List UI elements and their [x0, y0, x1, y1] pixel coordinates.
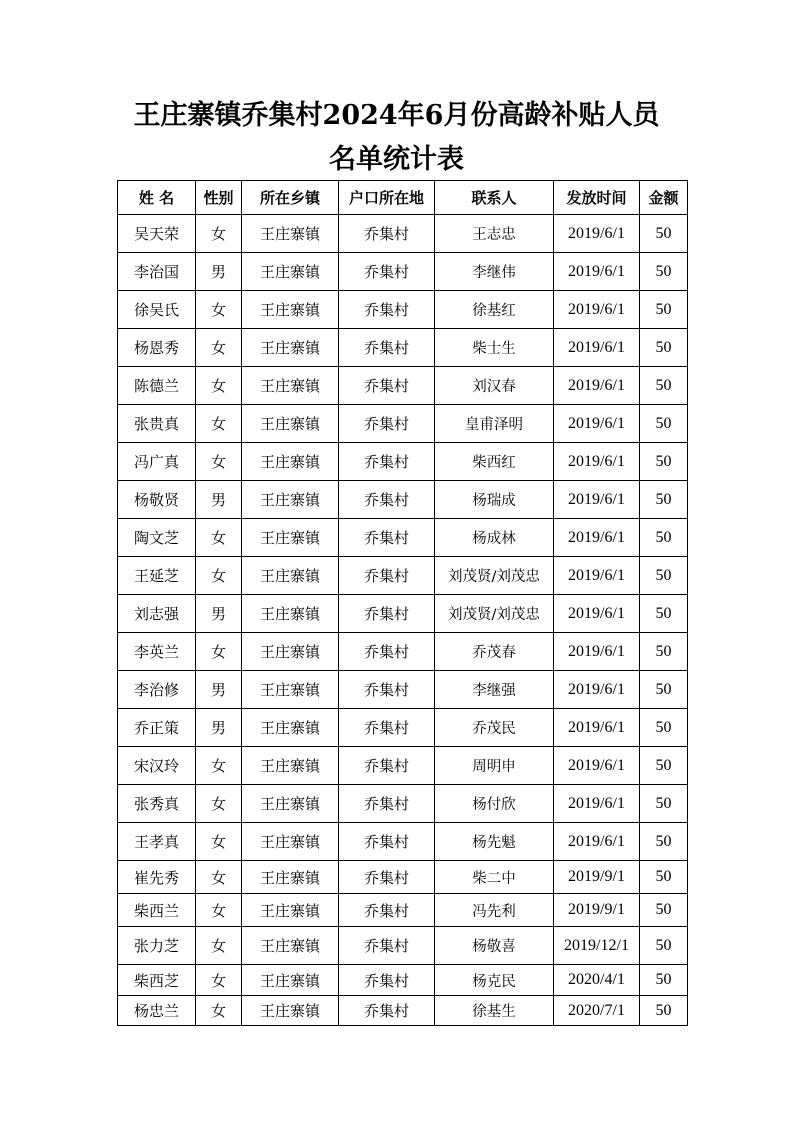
cell-township: 王庄寨镇: [242, 747, 339, 785]
table-row: [118, 861, 688, 894]
cell-issue-date: 2019/6/1: [554, 481, 640, 519]
cell-township: 王庄寨镇: [242, 894, 339, 927]
cell-name: 刘志强: [118, 595, 196, 633]
cell-household: 乔集村: [339, 443, 435, 481]
cell-amount: 50: [640, 367, 688, 405]
cell-township: 王庄寨镇: [242, 785, 339, 823]
table-row: [118, 671, 688, 709]
table-row: [118, 481, 688, 519]
table-row: [118, 894, 688, 927]
cell-issue-date: 2020/4/1: [554, 965, 640, 996]
header-gender: 性别: [196, 181, 242, 215]
cell-issue-date: 2019/9/1: [554, 861, 640, 894]
cell-gender: 女: [196, 405, 242, 443]
cell-amount: 50: [640, 861, 688, 894]
cell-issue-date: 2019/6/1: [554, 253, 640, 291]
cell-amount: 50: [640, 965, 688, 996]
cell-name: 崔先秀: [118, 861, 196, 894]
cell-household: 乔集村: [339, 253, 435, 291]
cell-issue-date: 2019/6/1: [554, 633, 640, 671]
table-row: [118, 519, 688, 557]
cell-household: 乔集村: [339, 996, 435, 1026]
cell-gender: 女: [196, 633, 242, 671]
cell-amount: 50: [640, 894, 688, 927]
cell-name: 杨敬贤: [118, 481, 196, 519]
cell-name: 李英兰: [118, 633, 196, 671]
page-title: 王庄寨镇乔集村2024年6月份高龄补贴人员: [133, 100, 660, 131]
cell-contact: 杨付欣: [435, 785, 554, 823]
cell-township: 王庄寨镇: [242, 557, 339, 595]
cell-gender: 女: [196, 215, 242, 253]
cell-gender: 女: [196, 557, 242, 595]
cell-township: 王庄寨镇: [242, 329, 339, 367]
cell-name: 陈德兰: [118, 367, 196, 405]
cell-name: 杨恩秀: [118, 329, 196, 367]
cell-issue-date: 2019/6/1: [554, 367, 640, 405]
cell-name: 张贵真: [118, 405, 196, 443]
cell-issue-date: 2019/6/1: [554, 519, 640, 557]
cell-name: 冯广真: [118, 443, 196, 481]
cell-township: 王庄寨镇: [242, 367, 339, 405]
cell-issue-date: 2019/6/1: [554, 709, 640, 747]
table-row: [118, 996, 688, 1026]
table-row: [118, 927, 688, 965]
table-header-row: [118, 181, 688, 215]
cell-contact: 杨克民: [435, 965, 554, 996]
cell-amount: 50: [640, 785, 688, 823]
cell-issue-date: 2019/6/1: [554, 329, 640, 367]
cell-amount: 50: [640, 595, 688, 633]
cell-issue-date: 2019/6/1: [554, 595, 640, 633]
table-row: [118, 329, 688, 367]
cell-township: 王庄寨镇: [242, 291, 339, 329]
cell-issue-date: 2019/6/1: [554, 557, 640, 595]
page-subtitle: 名单统计表: [329, 144, 464, 175]
table-row: [118, 633, 688, 671]
cell-contact: 乔茂春: [435, 633, 554, 671]
cell-issue-date: 2019/6/1: [554, 405, 640, 443]
cell-name: 吴天荣: [118, 215, 196, 253]
header-township: 所在乡镇: [242, 181, 339, 215]
cell-gender: 女: [196, 519, 242, 557]
header-contact: 联系人: [435, 181, 554, 215]
cell-name: 陶文芝: [118, 519, 196, 557]
cell-household: 乔集村: [339, 633, 435, 671]
cell-household: 乔集村: [339, 519, 435, 557]
cell-name: 王孝真: [118, 823, 196, 861]
cell-gender: 女: [196, 823, 242, 861]
cell-amount: 50: [640, 823, 688, 861]
cell-amount: 50: [640, 709, 688, 747]
cell-gender: 男: [196, 253, 242, 291]
cell-issue-date: 2019/12/1: [554, 927, 640, 965]
cell-contact: 乔茂民: [435, 709, 554, 747]
cell-name: 柴西兰: [118, 894, 196, 927]
table-row: [118, 215, 688, 253]
cell-amount: 50: [640, 215, 688, 253]
cell-issue-date: 2020/7/1: [554, 996, 640, 1026]
cell-contact: 杨瑞成: [435, 481, 554, 519]
table-row: [118, 291, 688, 329]
cell-amount: 50: [640, 633, 688, 671]
cell-issue-date: 2019/6/1: [554, 747, 640, 785]
table-row: [118, 443, 688, 481]
cell-name: 徐吴氏: [118, 291, 196, 329]
cell-contact: 刘茂贤/刘茂忠: [435, 595, 554, 633]
table-row: [118, 823, 688, 861]
cell-contact: 刘汉春: [435, 367, 554, 405]
cell-contact: 皇甫泽明: [435, 405, 554, 443]
cell-township: 王庄寨镇: [242, 215, 339, 253]
cell-household: 乔集村: [339, 965, 435, 996]
cell-name: 柴西芝: [118, 965, 196, 996]
cell-issue-date: 2019/6/1: [554, 443, 640, 481]
cell-contact: 杨先魁: [435, 823, 554, 861]
table-row: [118, 785, 688, 823]
cell-township: 王庄寨镇: [242, 965, 339, 996]
table-row: [118, 367, 688, 405]
cell-issue-date: 2019/6/1: [554, 291, 640, 329]
cell-gender: 女: [196, 747, 242, 785]
cell-township: 王庄寨镇: [242, 633, 339, 671]
cell-township: 王庄寨镇: [242, 709, 339, 747]
cell-household: 乔集村: [339, 557, 435, 595]
cell-household: 乔集村: [339, 481, 435, 519]
cell-name: 宋汉玲: [118, 747, 196, 785]
cell-gender: 女: [196, 329, 242, 367]
cell-amount: 50: [640, 329, 688, 367]
cell-amount: 50: [640, 405, 688, 443]
cell-gender: 女: [196, 367, 242, 405]
cell-gender: 女: [196, 861, 242, 894]
cell-township: 王庄寨镇: [242, 405, 339, 443]
cell-contact: 柴二中: [435, 861, 554, 894]
cell-amount: 50: [640, 253, 688, 291]
table-row: [118, 595, 688, 633]
cell-name: 张力芝: [118, 927, 196, 965]
subsidy-roster-table: [117, 180, 688, 1026]
cell-amount: 50: [640, 481, 688, 519]
cell-amount: 50: [640, 747, 688, 785]
cell-amount: 50: [640, 927, 688, 965]
cell-contact: 周明申: [435, 747, 554, 785]
cell-issue-date: 2019/6/1: [554, 671, 640, 709]
cell-household: 乔集村: [339, 894, 435, 927]
cell-township: 王庄寨镇: [242, 481, 339, 519]
header-name: 姓 名: [118, 181, 196, 215]
cell-contact: 李继伟: [435, 253, 554, 291]
cell-amount: 50: [640, 519, 688, 557]
cell-contact: 王志忠: [435, 215, 554, 253]
cell-township: 王庄寨镇: [242, 861, 339, 894]
cell-contact: 徐基生: [435, 996, 554, 1026]
cell-household: 乔集村: [339, 329, 435, 367]
cell-issue-date: 2019/6/1: [554, 785, 640, 823]
cell-household: 乔集村: [339, 927, 435, 965]
cell-township: 王庄寨镇: [242, 671, 339, 709]
cell-name: 李治修: [118, 671, 196, 709]
cell-township: 王庄寨镇: [242, 595, 339, 633]
cell-name: 杨忠兰: [118, 996, 196, 1026]
cell-gender: 女: [196, 927, 242, 965]
cell-amount: 50: [640, 996, 688, 1026]
cell-township: 王庄寨镇: [242, 519, 339, 557]
cell-name: 张秀真: [118, 785, 196, 823]
cell-name: 王延芝: [118, 557, 196, 595]
table-row: [118, 747, 688, 785]
table-body: [118, 215, 688, 1026]
cell-household: 乔集村: [339, 823, 435, 861]
header-household-registration: 户口所在地: [339, 181, 435, 215]
cell-contact: 刘茂贤/刘茂忠: [435, 557, 554, 595]
cell-gender: 男: [196, 671, 242, 709]
cell-contact: 柴士生: [435, 329, 554, 367]
cell-gender: 女: [196, 894, 242, 927]
cell-contact: 杨成林: [435, 519, 554, 557]
cell-gender: 男: [196, 709, 242, 747]
cell-gender: 女: [196, 785, 242, 823]
table-row: [118, 405, 688, 443]
cell-gender: 女: [196, 291, 242, 329]
cell-township: 王庄寨镇: [242, 996, 339, 1026]
cell-issue-date: 2019/9/1: [554, 894, 640, 927]
cell-township: 王庄寨镇: [242, 443, 339, 481]
cell-household: 乔集村: [339, 861, 435, 894]
table-row: [118, 557, 688, 595]
cell-amount: 50: [640, 557, 688, 595]
table-row: [118, 709, 688, 747]
cell-contact: 冯先利: [435, 894, 554, 927]
cell-issue-date: 2019/6/1: [554, 215, 640, 253]
cell-gender: 男: [196, 481, 242, 519]
cell-household: 乔集村: [339, 709, 435, 747]
cell-household: 乔集村: [339, 291, 435, 329]
cell-contact: 杨敬喜: [435, 927, 554, 965]
table-row: [118, 253, 688, 291]
cell-gender: 女: [196, 965, 242, 996]
cell-household: 乔集村: [339, 671, 435, 709]
cell-household: 乔集村: [339, 595, 435, 633]
cell-amount: 50: [640, 443, 688, 481]
header-issue-date: 发放时间: [554, 181, 640, 215]
cell-household: 乔集村: [339, 785, 435, 823]
cell-township: 王庄寨镇: [242, 927, 339, 965]
cell-amount: 50: [640, 671, 688, 709]
cell-contact: 徐基红: [435, 291, 554, 329]
cell-household: 乔集村: [339, 215, 435, 253]
cell-name: 李治国: [118, 253, 196, 291]
cell-gender: 男: [196, 595, 242, 633]
cell-household: 乔集村: [339, 405, 435, 443]
header-amount: 金额: [640, 181, 688, 215]
cell-gender: 女: [196, 996, 242, 1026]
cell-issue-date: 2019/6/1: [554, 823, 640, 861]
cell-household: 乔集村: [339, 747, 435, 785]
cell-contact: 柴西红: [435, 443, 554, 481]
cell-gender: 女: [196, 443, 242, 481]
cell-household: 乔集村: [339, 367, 435, 405]
cell-name: 乔正策: [118, 709, 196, 747]
cell-township: 王庄寨镇: [242, 823, 339, 861]
cell-contact: 李继强: [435, 671, 554, 709]
cell-amount: 50: [640, 291, 688, 329]
cell-township: 王庄寨镇: [242, 253, 339, 291]
table-row: [118, 965, 688, 996]
